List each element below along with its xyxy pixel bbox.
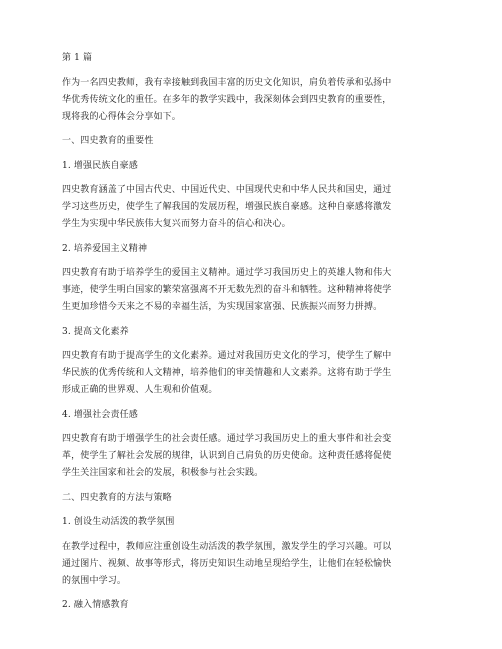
intro-line: 现将我的心得体会分享如下。 xyxy=(62,111,181,122)
subsection-heading: 2. 融入情感教育 xyxy=(62,600,129,610)
section-heading: 一、四史教育的重要性 xyxy=(62,136,154,146)
paragraph-line: 华民族的优秀传统和人文精神，培养他们的审美情趣和人文素养。这将有助于学生 xyxy=(62,368,392,378)
subsection-heading: 3. 提高文化素养 xyxy=(62,326,129,337)
document-body xyxy=(62,50,440,614)
paragraph-line: 生更加珍惜今天来之不易的幸福生活，为实现国家富强、民族振兴而努力拼搏。 xyxy=(62,302,383,312)
subsection-heading: 2. 培养爱国主义精神 xyxy=(62,243,148,254)
paragraph-line: 四史教育有助于增强学生的社会责任感。通过学习我国历史上的重大事件和社会变 xyxy=(62,434,392,444)
paragraph-line: 学习这些历史，使学生了解我国的发展历程，增强民族自豪感。这种自豪感将激发 xyxy=(62,202,392,212)
section-heading: 二、四史教育的方法与策略 xyxy=(62,492,172,503)
paragraph-line: 通过图片、视频、故事等形式，将历史知识生动地呈现给学生，让他们在轻松愉快 xyxy=(62,558,392,569)
paragraph-line: 的氛围中学习。 xyxy=(62,575,127,586)
intro-line: 华优秀传统文化的重任。在多年的教学实践中，我深刻体会到四史教育的重要性， xyxy=(62,94,392,105)
paragraph-line: 四史教育有助于培养学生的爱国主义精神。通过学习我国历史上的英雄人物和伟大 xyxy=(62,268,392,278)
paragraph-line: 事迹，使学生明白国家的繁荣富强离不开无数先烈的奋斗和牺牲。这种精神将使学 xyxy=(62,285,392,295)
paragraph-line: 革，使学生了解社会发展的规律，认识到自己肩负的历史使命。这种责任感将促使 xyxy=(62,451,392,461)
subsection-heading: 4. 增强社会责任感 xyxy=(62,409,138,420)
document-title: 第 1 篇 xyxy=(62,53,93,63)
subsection-heading: 1. 创设生动活泼的教学氛围 xyxy=(62,517,175,527)
paragraph-line: 形成正确的世界观、人生观和价值观。 xyxy=(62,385,218,395)
paragraph-line: 四史教育有助于提高学生的文化素养。通过对我国历史文化的学习，使学生了解中 xyxy=(62,351,392,361)
paragraph-line: 学生为实现中华民族伟大复兴而努力奋斗的信心和决心。 xyxy=(62,219,291,229)
paragraph-line: 在教学过程中，教师应注重创设生动活泼的教学氛围，激发学生的学习兴趣。可以 xyxy=(62,541,392,552)
intro-line: 作为一名四史教师，我有幸接触到我国丰富的历史文化知识，肩负着传承和弘扬中 xyxy=(62,77,392,88)
paragraph-line: 学生关注国家和社会的发展，积极参与社会实践。 xyxy=(62,468,264,478)
subsection-heading: 1. 增强民族自豪感 xyxy=(62,160,138,171)
paragraph-line: 四史教育涵盖了中国古代史、中国近代史、中国现代史和中华人民共和国史，通过 xyxy=(62,185,392,195)
